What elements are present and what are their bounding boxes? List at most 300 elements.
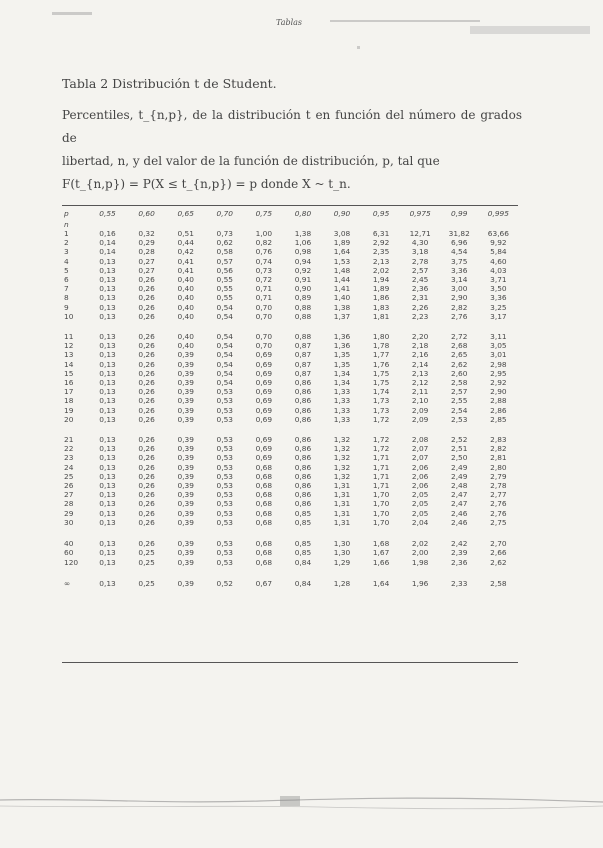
table-cell: 0,68 — [255, 539, 273, 549]
table-cell: 1,80 — [372, 332, 390, 342]
table-cell: 2,81 — [490, 453, 507, 463]
table-cell: 0,26 — [138, 275, 155, 285]
table-row — [62, 406, 518, 415]
table-cell: 0,13 — [99, 275, 116, 285]
table-cell: 1,36 — [333, 332, 351, 342]
table-row — [62, 369, 518, 378]
table-cell: 0,54 — [216, 359, 233, 369]
table-cell: 3,36 — [451, 265, 468, 275]
table-cell: 0,55 — [216, 284, 233, 294]
table-cell: 1,31 — [333, 517, 351, 527]
table-cell: 2,58 — [451, 378, 468, 388]
table-cell: 0,26 — [138, 405, 155, 415]
table-cell: 2,78 — [411, 256, 429, 266]
table-cell: 0,39 — [177, 453, 194, 463]
table-cell: 0,13 — [99, 405, 116, 415]
table-cell: 1,31 — [333, 508, 351, 518]
table-row — [62, 558, 518, 567]
column-header: 0,60 — [138, 209, 155, 218]
table-cell: 1,40 — [333, 293, 351, 303]
table-cell: 0,54 — [216, 332, 233, 342]
table-cell: 6,31 — [372, 229, 390, 238]
column-header: 0,75 — [255, 209, 273, 218]
table-cell: 1,32 — [333, 444, 351, 454]
table-row — [62, 396, 518, 405]
table-cell: 0,26 — [138, 471, 155, 481]
table-cell: 2,54 — [451, 405, 468, 415]
table-cell: 3,18 — [411, 247, 429, 257]
table-cell: 2,02 — [372, 265, 390, 275]
table-cell: 2,08 — [411, 435, 429, 445]
scan-noise — [330, 20, 480, 22]
table-cell: 3,00 — [451, 284, 468, 294]
group-spacer — [62, 567, 518, 579]
table-cell: 2,06 — [411, 462, 429, 472]
table-cell: 0,26 — [138, 508, 155, 518]
row-n: 24 — [64, 462, 74, 472]
table-cell: 6,96 — [451, 238, 468, 248]
table-cell: 12,71 — [409, 229, 431, 238]
table-row — [62, 453, 518, 462]
table-cell: 0,53 — [216, 435, 233, 445]
row-n: ∞ — [64, 578, 71, 588]
row-n: 21 — [64, 435, 74, 445]
row-n: 120 — [64, 557, 79, 567]
table-cell: 0,68 — [255, 490, 273, 500]
table-cell: 0,13 — [99, 557, 116, 567]
row-n: 6 — [64, 275, 69, 285]
row-n: 25 — [64, 471, 74, 481]
table-cell: 0,26 — [138, 444, 155, 454]
table-cell: 0,39 — [177, 444, 194, 454]
table-cell: 0,13 — [99, 311, 116, 321]
table-cell: 2,09 — [411, 405, 429, 415]
row-n: 17 — [64, 387, 74, 397]
table-row — [62, 499, 518, 508]
table-row — [62, 293, 518, 302]
table-cell: 0,25 — [138, 548, 155, 558]
table-cell: 1,71 — [372, 453, 390, 463]
table-cell: 0,26 — [138, 539, 155, 549]
table-cell: 2,58 — [490, 578, 507, 588]
table-cell: 2,76 — [451, 311, 468, 321]
table-cell: 1,35 — [333, 350, 351, 360]
table-cell: 1,66 — [372, 557, 390, 567]
row-n: 2 — [64, 238, 69, 248]
table-cell: 1,53 — [333, 256, 351, 266]
table-cell: 0,13 — [99, 490, 116, 500]
table-cell: 2,98 — [490, 359, 507, 369]
table-cell: 0,54 — [216, 378, 233, 388]
table-cell: 0,54 — [216, 302, 233, 312]
table-cell: 2,49 — [451, 462, 468, 472]
table-cell: 0,53 — [216, 462, 233, 472]
spacer-cell — [62, 321, 518, 332]
table-cell: 0,32 — [138, 229, 155, 238]
row-n: 3 — [64, 247, 69, 257]
n-header: n — [64, 220, 69, 229]
table-cell: 0,68 — [255, 517, 273, 527]
table-cell: 0,41 — [177, 265, 194, 275]
scan-noise — [52, 12, 92, 15]
table-cell: 1,37 — [333, 311, 351, 321]
table-row — [62, 284, 518, 293]
table-cell: 1,06 — [294, 238, 312, 248]
table-cell: 0,13 — [99, 481, 116, 491]
column-header: 0,995 — [487, 209, 509, 218]
intro-paragraph — [62, 104, 522, 196]
table-cell: 0,92 — [294, 265, 312, 275]
table-cell: 2,06 — [411, 471, 429, 481]
table-cell: 0,86 — [294, 435, 312, 445]
table-cell: 1,33 — [333, 414, 351, 424]
table-cell: 0,13 — [99, 499, 116, 509]
table-cell: 0,26 — [138, 359, 155, 369]
row-n: 16 — [64, 378, 74, 388]
table-cell: 0,62 — [216, 238, 233, 248]
table-cell: 2,45 — [411, 275, 429, 285]
table-cell: 1,96 — [411, 578, 429, 588]
table-cell: 2,92 — [490, 378, 507, 388]
table-cell: 0,85 — [294, 517, 312, 527]
table-cell: 0,29 — [138, 238, 155, 248]
row-n: 40 — [64, 539, 74, 549]
table-cell: 5,84 — [490, 247, 507, 257]
table-cell: 2,36 — [411, 284, 429, 294]
row-n: 10 — [64, 311, 74, 321]
row-n: 19 — [64, 405, 74, 415]
row-n: 12 — [64, 341, 74, 351]
table-cell: 0,98 — [294, 247, 312, 257]
table-cell: 1,73 — [372, 405, 390, 415]
table-cell: 63,66 — [487, 229, 509, 238]
table-row — [62, 463, 518, 472]
table-cell: 1,32 — [333, 435, 351, 445]
table-cell: 2,60 — [451, 368, 468, 378]
table-row — [62, 548, 518, 557]
table-cell: 0,58 — [216, 247, 233, 257]
table-cell: 2,86 — [490, 405, 507, 415]
table-cell: 2,12 — [411, 378, 429, 388]
table-cell: 0,54 — [216, 350, 233, 360]
table-cell: 0,44 — [177, 238, 194, 248]
table-cell: 1,75 — [372, 378, 390, 388]
table-cell: 2,04 — [411, 517, 429, 527]
table-row — [62, 378, 518, 387]
table-cell: 1,30 — [333, 548, 351, 558]
scan-noise — [357, 46, 360, 49]
row-n: 7 — [64, 284, 69, 294]
table-cell: 0,25 — [138, 557, 155, 567]
table-cell: 2,42 — [451, 539, 468, 549]
table-cell: 0,85 — [294, 539, 312, 549]
running-head: Tablas — [276, 18, 303, 27]
table-cell: 0,70 — [255, 302, 273, 312]
table-cell: 0,67 — [255, 578, 273, 588]
table-cell: 1,33 — [333, 396, 351, 406]
table-cell: 1,44 — [333, 275, 351, 285]
table-cell: 0,26 — [138, 378, 155, 388]
table-cell: 0,14 — [99, 238, 116, 248]
table-cell: 2,79 — [490, 471, 507, 481]
table-cell: 0,39 — [177, 462, 194, 472]
table-row — [62, 360, 518, 369]
table-cell: 1,77 — [372, 350, 390, 360]
table-cell: 1,67 — [372, 548, 390, 558]
table-cell: 1,28 — [333, 578, 351, 588]
table-cell: 1,74 — [372, 387, 390, 397]
table-cell: 0,39 — [177, 517, 194, 527]
table-cell: 0,53 — [216, 508, 233, 518]
spacer-cell — [62, 424, 518, 435]
table-cell: 0,56 — [216, 265, 233, 275]
table-cell: 0,39 — [177, 578, 194, 588]
table-cell: 0,26 — [138, 453, 155, 463]
table-cell: 2,51 — [451, 444, 468, 454]
table-cell: 1,64 — [372, 578, 390, 588]
table-cell: 0,55 — [216, 293, 233, 303]
table-cell: 0,26 — [138, 490, 155, 500]
table-cell: 0,39 — [177, 396, 194, 406]
table-cell: 3,36 — [490, 293, 507, 303]
table-cell: 0,39 — [177, 435, 194, 445]
table-cell: 2,36 — [451, 557, 468, 567]
intro-line-1: Percentiles, t_{n,p}, de la distribución t en función del número de grados de — [62, 108, 522, 145]
table-cell: 0,69 — [255, 368, 273, 378]
table-cell: 0,13 — [99, 578, 116, 588]
table-cell: 2,18 — [411, 341, 429, 351]
table-cell: 0,13 — [99, 341, 116, 351]
table-cell: 0,53 — [216, 481, 233, 491]
table-cell: 0,68 — [255, 462, 273, 472]
table-cell: 1,70 — [372, 508, 390, 518]
table-row — [62, 579, 518, 588]
table-cell: 0,13 — [99, 359, 116, 369]
table-cell: 0,13 — [99, 256, 116, 266]
table-row — [62, 229, 518, 238]
table-cell: 2,05 — [411, 508, 429, 518]
table-bottom-rule — [62, 662, 518, 663]
table-cell: 1,31 — [333, 481, 351, 491]
table-cell: 2,13 — [411, 368, 429, 378]
table-row — [62, 238, 518, 247]
table-cell: 2,88 — [490, 396, 507, 406]
table-cell: 1,98 — [411, 557, 429, 567]
table-cell: 9,92 — [490, 238, 507, 248]
table-cell: 0,84 — [294, 557, 312, 567]
table-cell: 2,76 — [490, 499, 507, 509]
table-cell: 2,16 — [411, 350, 429, 360]
table-cell: 0,86 — [294, 378, 312, 388]
table-cell: 1,68 — [372, 539, 390, 549]
row-n: 20 — [64, 414, 74, 424]
table-cell: 0,39 — [177, 387, 194, 397]
table-cell: 0,13 — [99, 539, 116, 549]
table-cell: 1,35 — [333, 359, 351, 369]
table-cell: 1,94 — [372, 275, 390, 285]
table-cell: 0,74 — [255, 256, 273, 266]
row-n: 15 — [64, 368, 74, 378]
table-cell: 1,70 — [372, 517, 390, 527]
table-cell: 0,69 — [255, 350, 273, 360]
table-cell: 2,77 — [490, 490, 507, 500]
table-row — [62, 509, 518, 518]
table-cell: 0,14 — [99, 247, 116, 257]
table-cell: 0,73 — [255, 265, 273, 275]
group-spacer — [62, 424, 518, 435]
table-row — [62, 341, 518, 350]
table-cell: 4,03 — [490, 265, 507, 275]
table-cell: 3,17 — [490, 311, 507, 321]
table-cell: 2,68 — [451, 341, 468, 351]
table-cell: 1,33 — [333, 405, 351, 415]
table-cell: 1,64 — [333, 247, 351, 257]
table-cell: 2,50 — [451, 453, 468, 463]
table-cell: 0,87 — [294, 359, 312, 369]
table-cell: 2,65 — [451, 350, 468, 360]
row-n: 26 — [64, 481, 74, 491]
table-cell: 1,81 — [372, 311, 390, 321]
table-cell: 2,20 — [411, 332, 429, 342]
scan-noise-bottom — [0, 786, 603, 816]
table-cell: 0,71 — [255, 293, 273, 303]
table-row — [62, 247, 518, 256]
spacer-cell — [62, 527, 518, 539]
table-cell: 3,11 — [490, 332, 507, 342]
table-cell: 0,39 — [177, 405, 194, 415]
table-cell: 0,68 — [255, 548, 273, 558]
table-cell: 1,34 — [333, 378, 351, 388]
table-cell: 1,86 — [372, 293, 390, 303]
table-cell: 4,54 — [451, 247, 468, 257]
table-cell: 2,57 — [411, 265, 429, 275]
table-cell: 0,87 — [294, 350, 312, 360]
table-cell: 0,70 — [255, 311, 273, 321]
table-cell: 0,13 — [99, 453, 116, 463]
table-cell: 2,26 — [411, 302, 429, 312]
table-cell: 0,40 — [177, 275, 194, 285]
table-cell: 0,26 — [138, 499, 155, 509]
table-cell: 0,39 — [177, 471, 194, 481]
column-header: 0,95 — [372, 209, 390, 218]
table-row — [62, 275, 518, 284]
table-cell: 2,80 — [490, 462, 507, 472]
table-cell: 0,13 — [99, 302, 116, 312]
table-cell: 1,32 — [333, 462, 351, 472]
table-cell: 0,54 — [216, 368, 233, 378]
table-cell: 2,83 — [490, 435, 507, 445]
table-cell: 1,89 — [372, 284, 390, 294]
table-cell: 0,39 — [177, 359, 194, 369]
row-n: 8 — [64, 293, 69, 303]
table-cell: 0,13 — [99, 284, 116, 294]
table-cell: 0,69 — [255, 387, 273, 397]
table-cell: 1,71 — [372, 462, 390, 472]
table-row — [62, 266, 518, 275]
row-n: 13 — [64, 350, 74, 360]
table-cell: 0,68 — [255, 508, 273, 518]
table-cell: 0,27 — [138, 256, 155, 266]
table-cell: 0,88 — [294, 302, 312, 312]
header-row — [62, 208, 518, 220]
table-cell: 1,33 — [333, 387, 351, 397]
table-cell: 2,07 — [411, 453, 429, 463]
table-cell: 0,51 — [177, 229, 194, 238]
table-cell: 0,68 — [255, 481, 273, 491]
row-n: 22 — [64, 444, 74, 454]
table-cell: 0,84 — [294, 578, 312, 588]
table-cell: 2,92 — [372, 238, 390, 248]
table-cell: 1,30 — [333, 539, 351, 549]
table-cell: 0,13 — [99, 265, 116, 275]
table-cell: 1,32 — [333, 453, 351, 463]
table-cell: 0,88 — [294, 332, 312, 342]
table-cell: 0,13 — [99, 444, 116, 454]
table-cell: 1,72 — [372, 444, 390, 454]
table-cell: 0,86 — [294, 453, 312, 463]
table-cell: 0,53 — [216, 444, 233, 454]
table-cell: 0,39 — [177, 378, 194, 388]
table-cell: 0,26 — [138, 332, 155, 342]
table-cell: 0,53 — [216, 396, 233, 406]
table-cell: 1,83 — [372, 302, 390, 312]
table-row — [62, 444, 518, 453]
table-cell: 2,82 — [451, 302, 468, 312]
table-cell: 0,39 — [177, 539, 194, 549]
table-cell: 1,31 — [333, 490, 351, 500]
table-cell: 2,46 — [451, 517, 468, 527]
table-cell: 0,39 — [177, 490, 194, 500]
table-cell: 0,13 — [99, 332, 116, 342]
table-row — [62, 490, 518, 499]
table-cell: 1,32 — [333, 471, 351, 481]
table-cell: 2,57 — [451, 387, 468, 397]
table-cell: 2,39 — [451, 548, 468, 558]
table-cell: 2,06 — [411, 481, 429, 491]
table-cell: 0,13 — [99, 462, 116, 472]
table-cell: 0,85 — [294, 508, 312, 518]
table-cell: 0,86 — [294, 471, 312, 481]
table-cell: 0,13 — [99, 435, 116, 445]
table-cell: 1,38 — [294, 229, 312, 238]
table-cell: 2,62 — [490, 557, 507, 567]
table-cell: 0,54 — [216, 311, 233, 321]
table-cell: 1,73 — [372, 396, 390, 406]
table-cell: 1,71 — [372, 481, 390, 491]
group-spacer — [62, 527, 518, 539]
table-cell: 2,90 — [451, 293, 468, 303]
table-cell: 0,86 — [294, 499, 312, 509]
table-row — [62, 435, 518, 444]
intro-line-2: libertad, n, y del valor de la función de distribución, p, tal que — [62, 154, 440, 168]
table-cell: 3,05 — [490, 341, 507, 351]
table-cell: 0,40 — [177, 311, 194, 321]
table-cell: 0,25 — [138, 578, 155, 588]
table-cell: 0,53 — [216, 499, 233, 509]
table-cell: 0,26 — [138, 462, 155, 472]
table-cell: 2,05 — [411, 490, 429, 500]
table-cell: 0,13 — [99, 517, 116, 527]
row-n: 14 — [64, 359, 74, 369]
table-cell: 0,26 — [138, 350, 155, 360]
table-row — [62, 303, 518, 312]
page-title: Tabla 2 Distribución t de Student. — [62, 76, 277, 91]
table-cell: 0,82 — [255, 238, 273, 248]
table-cell: 2,90 — [490, 387, 507, 397]
table-cell: 1,70 — [372, 490, 390, 500]
table-cell: 0,13 — [99, 471, 116, 481]
table-cell: 0,28 — [138, 247, 155, 257]
